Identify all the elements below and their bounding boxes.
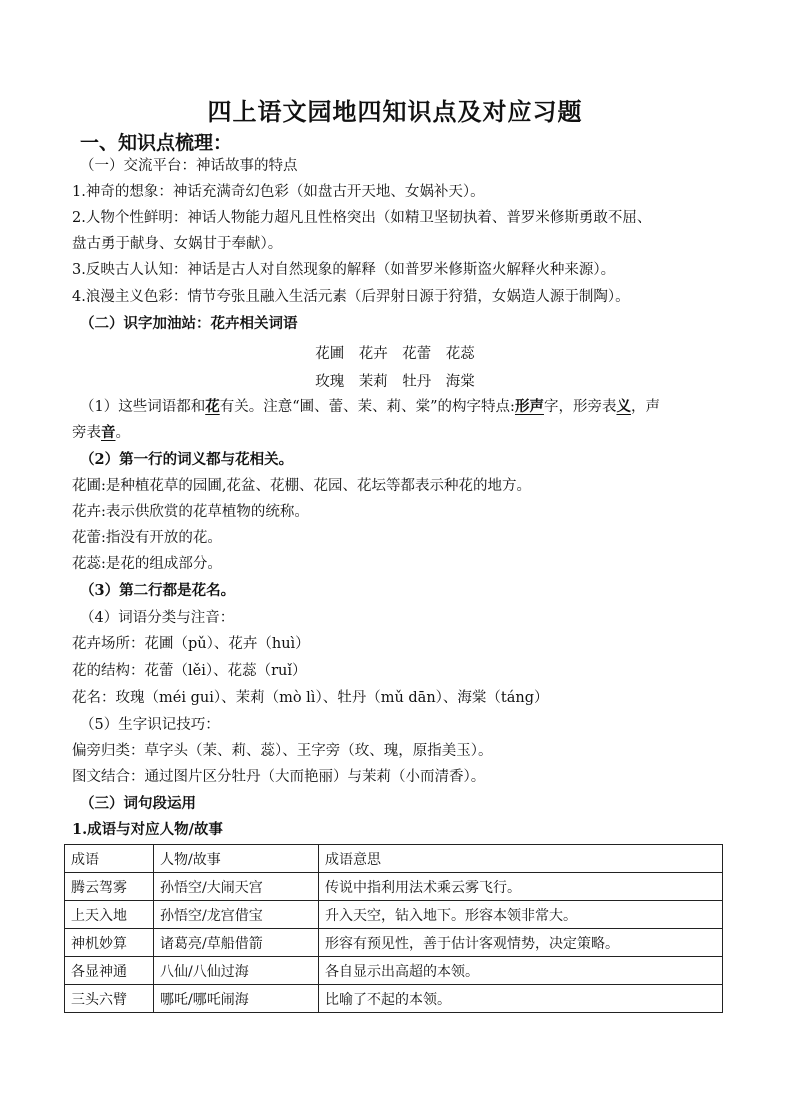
table-cell: 上天入地 bbox=[65, 901, 154, 929]
document-title: 四上语文园地四知识点及对应习题 bbox=[207, 97, 583, 126]
note-1-line-b bbox=[72, 423, 130, 443]
definition-1: 花圃:是种植花草的园圃,花盆、花棚、花园、花坛等都表示种花的地方。 bbox=[72, 478, 531, 494]
note-1-line-a bbox=[80, 397, 660, 417]
note-5: （5）生字识记技巧： bbox=[80, 717, 220, 733]
note-3: （3）第二行都是花名。 bbox=[80, 582, 236, 599]
underlined-word: 花 bbox=[205, 398, 220, 415]
point-2a: 2.人物个性鲜明：神话人物能力超凡且性格突出（如精卫坚韧执着、普罗米修斯勇敢不屈、 bbox=[72, 210, 652, 226]
subheading-usage: （三）词句段运用 bbox=[80, 795, 196, 812]
table-cell: 各自显示出高超的本领。 bbox=[319, 957, 723, 985]
note-text: 字，形旁表 bbox=[543, 399, 617, 415]
table-cell: 升入天空，钻入地下。形容本领非常大。 bbox=[319, 901, 723, 929]
table-cell: 孙悟空/大闹天宫 bbox=[154, 873, 319, 901]
subheading-exchange-platform: （一）交流平台：神话故事的特点 bbox=[80, 158, 298, 174]
table-cell: 形容有预见性，善于估计客观情势，决定策略。 bbox=[319, 929, 723, 957]
table-header-row bbox=[65, 845, 723, 873]
point-3: 3.反映古人认知：神话是古人对自然现象的解释（如普罗米修斯盗火解释火种来源）。 bbox=[72, 262, 616, 278]
table-row bbox=[65, 985, 723, 1013]
table-row bbox=[65, 929, 723, 957]
category-1: 花卉场所：花圃（pǔ）、花卉（huì） bbox=[72, 636, 310, 652]
note-text: 有关。注意“圃、蕾、茉、莉、棠”的构字特点: bbox=[219, 399, 515, 415]
point-2b: 盘古勇于献身、女娲甘于奉献）。 bbox=[72, 236, 283, 252]
table-row bbox=[65, 901, 723, 929]
note-text: ，声 bbox=[630, 399, 660, 415]
word-row-2: 玫瑰 茉莉 牡丹 海棠 bbox=[315, 374, 475, 390]
definition-4: 花蕊:是花的组成部分。 bbox=[72, 556, 222, 572]
table-cell: 神机妙算 bbox=[65, 929, 154, 957]
idiom-table bbox=[64, 844, 723, 1013]
table-cell: 比喻了不起的本领。 bbox=[319, 985, 723, 1013]
tip-1: 偏旁归类：草字头（茉、莉、蕊）、王字旁（玫、瑰，原指美玉）。 bbox=[72, 743, 493, 759]
category-2: 花的结构：花蕾（lěi）、花蕊（ruǐ） bbox=[72, 663, 307, 679]
subheading-literacy: （二）识字加油站：花卉相关词语 bbox=[80, 315, 298, 332]
table-cell: 传说中指利用法术乘云雾飞行。 bbox=[319, 873, 723, 901]
table-cell: 三头六臂 bbox=[65, 985, 154, 1013]
table-cell: 八仙/八仙过海 bbox=[154, 957, 319, 985]
definition-2: 花卉:表示供欣赏的花草植物的统称。 bbox=[72, 504, 309, 520]
note-4: （4）词语分类与注音： bbox=[80, 610, 235, 626]
table-cell: 腾云驾雾 bbox=[65, 873, 154, 901]
category-3: 花名：玫瑰（méi gui）、茉莉（mò lì）、牡丹（mǔ dān）、海棠（táng） bbox=[72, 690, 549, 706]
table-header: 成语 bbox=[65, 845, 154, 873]
table-cell: 孙悟空/龙宫借宝 bbox=[154, 901, 319, 929]
word-row-1: 花圃 花卉 花蕾 花蕊 bbox=[315, 346, 475, 362]
definition-3: 花蕾:指没有开放的花。 bbox=[72, 530, 222, 546]
table-cell: 哪吒/哪吒闹海 bbox=[154, 985, 319, 1013]
note-text: （1）这些词语都和 bbox=[80, 399, 206, 415]
note-2: （2）第一行的词义都与花相关。 bbox=[80, 451, 294, 468]
point-1: 1.神奇的想象：神话充满奇幻色彩（如盘古开天地、女娲补天）。 bbox=[72, 184, 485, 200]
table-header: 人物/故事 bbox=[154, 845, 319, 873]
table-row bbox=[65, 957, 723, 985]
point-4: 4.浪漫主义色彩：情节夸张且融入生活元素（后羿射日源于狩猎，女娲造人源于制陶）。 bbox=[72, 289, 630, 305]
table-header: 成语意思 bbox=[319, 845, 723, 873]
underlined-word: 义 bbox=[616, 398, 631, 415]
note-text: 。 bbox=[115, 425, 130, 441]
table-row bbox=[65, 873, 723, 901]
underlined-word: 形声 bbox=[514, 398, 544, 415]
section-heading-knowledge: 一、知识点梳理： bbox=[80, 132, 233, 154]
table-cell: 各显神通 bbox=[65, 957, 154, 985]
subheading-idioms: 1.成语与对应人物/故事 bbox=[72, 821, 223, 838]
table-cell: 诸葛亮/草船借箭 bbox=[154, 929, 319, 957]
tip-2: 图文结合：通过图片区分牡丹（大而艳丽）与茉莉（小而清香）。 bbox=[72, 769, 486, 785]
underlined-word: 音 bbox=[101, 424, 116, 441]
note-text: 旁表 bbox=[72, 425, 101, 441]
